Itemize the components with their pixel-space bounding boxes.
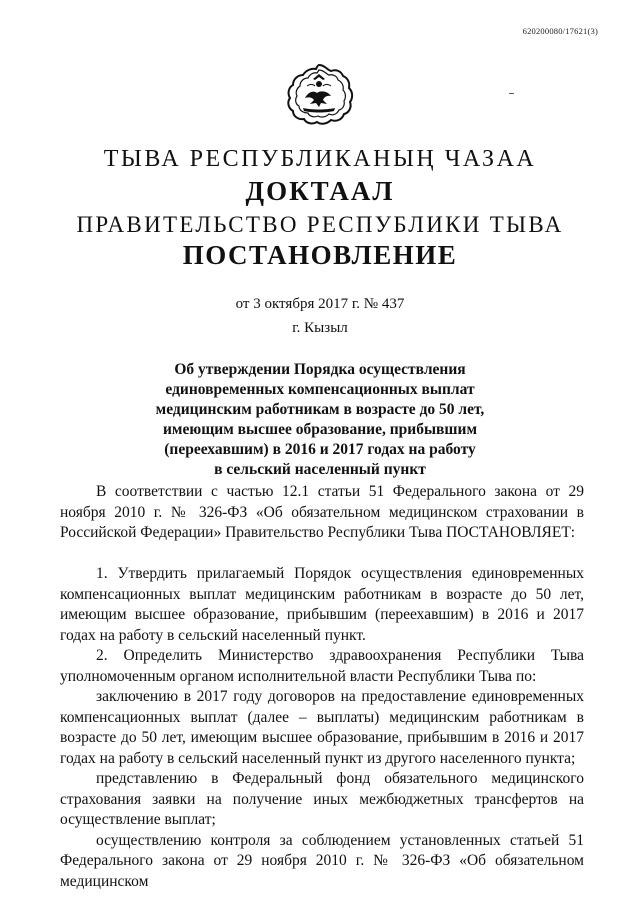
clause-2a-paragraph: заключению в 2017 году договоров на предоставление единовременных компенсационных выплат (далее – выплаты) медицинским работникам в возрасте до 50 лет, имеющим высшее образование, прибывшим в 2016 и 2017 годах на работу в сельский населенный пункт из другого населенного пункта; <box>60 688 584 767</box>
heading-tyva-resolution: ДОКТААЛ <box>245 176 395 206</box>
title-line: имеющим высшее образование, прибывшим <box>163 421 477 438</box>
preamble-section <box>60 482 584 544</box>
document-title <box>0 360 640 480</box>
coat-of-arms-emblem-icon <box>283 62 355 132</box>
heading-tyva-government: ТЫВА РЕСПУБЛИКАНЫҢ ЧАЗАА <box>103 146 537 172</box>
document-date: от 3 октября 2017 г. № 437 <box>235 296 405 312</box>
heading-government-name: ПРАВИТЕЛЬСТВО РЕСПУБЛИКИ ТЫВА <box>76 212 564 237</box>
clause-2-paragraph: 2. Определить Министерство здравоохранения Республики Тыва уполномоченным органом исполнительной власти Республики Тыва по: <box>60 647 584 685</box>
clause-2c-paragraph: осуществлению контроля за соблюдением установленных статьей 51 Федерального закона от 29 ноября 2010 г. № 326-ФЗ «Об обязательном медицинском <box>60 831 584 890</box>
title-line: единовременных компенсационных выплат <box>165 381 475 398</box>
title-line: медицинским работникам в возрасте до 50 лет, <box>155 401 485 418</box>
title-line: в сельский населенный пункт <box>214 461 426 478</box>
preamble-paragraph: В соответствии с частью 12.1 статьи 51 Федерального закона от 29 ноября 2010 г. № 326-ФЗ «Об обязательном медицинском страховании в Российской Федерации» Правительство Республики Тыва ПОСТАНОВЛЯЕТ: <box>60 483 584 541</box>
scan-mark <box>509 93 514 94</box>
document-city: г. Кызыл <box>292 320 348 336</box>
clause-1-paragraph: 1. Утвердить прилагаемый Порядок осуществления единовременных компенсационных выплат медицинским работникам в возрасте до 50 лет, имеющим высшее образование, прибывшим (переехавшим) в 2016 и 2017 годах на работу в сельский населенный пункт. <box>60 565 584 644</box>
title-line: (переехавшим) в 2016 и 2017 годах на работу <box>164 441 476 458</box>
title-line: Об утверждении Порядка осуществления <box>174 361 466 378</box>
document-number: 620200080/17621(3) <box>522 26 598 36</box>
clause-2b-paragraph: представлению в Федеральный фонд обязательного медицинского страхования заявки на получение иных межбюджетных трансфертов на осуществление выплат; <box>60 770 584 828</box>
heading-resolution: ПОСТАНОВЛЕНИЕ <box>182 240 458 270</box>
clauses-section <box>60 564 584 892</box>
